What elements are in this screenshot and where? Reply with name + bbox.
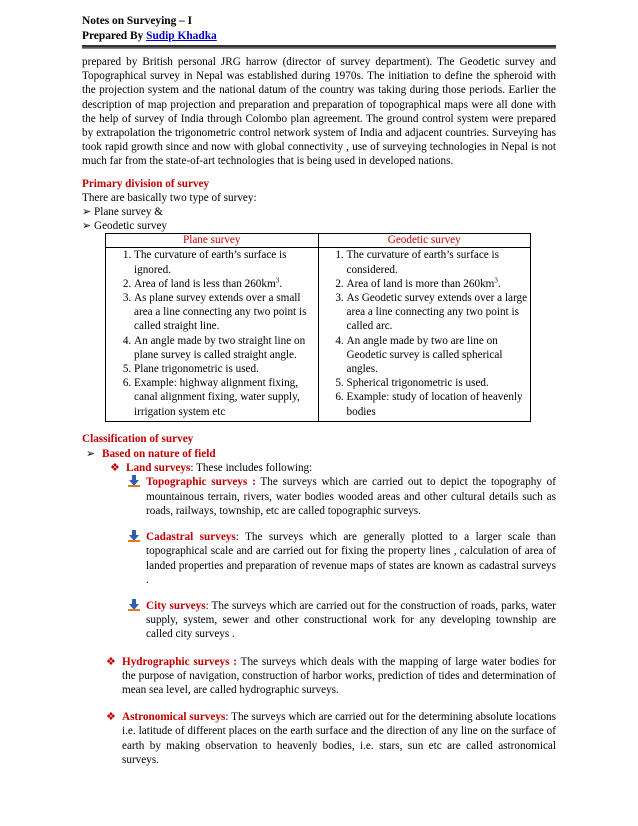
plane-survey-cell (106, 248, 319, 421)
list-item: 5. Plane trigonometric is used. (134, 362, 316, 376)
arrow-down-bullet-icon (128, 530, 146, 587)
list-item: 4. An angle made by two straight line on plane survey is called straight angle. (134, 334, 316, 362)
list-item: City surveys: The surveys which are carried out for the construction of roads, parks, water supply, system, sewer and other constructional work for any developing township are called city surveys . (128, 599, 556, 642)
list-item: 3. As plane survey extends over a small area a line connecting any two point is called straight line. (134, 291, 316, 334)
primary-lead: There are basically two type of survey: (82, 191, 257, 204)
arrow-bullet-icon: ➢ (86, 448, 96, 461)
header-author-line: Prepared By Sudip Khadka (82, 30, 217, 42)
list-item: ➢ Based on nature of field (86, 448, 216, 461)
intro-paragraph: prepared by British personal JRG harrow (director of survey department). The Geodetic survey and Topographical survey in Nepal was established during 1970s. The initiation to define the spheroid with the projection system and the national datum of the country was taking during those periods. Earlier the description of map projection and preparation and preparation of topographical maps were all done with the help of survey of India through Colombo plan agreement. The ground control system were prepared by extrapolation the trigonometric control network system of India and adjacent countries. Surveying has took rapid growth since and now with global connectivity , use of surveying technologies in Nepal is not much far from the state-of-art technologies that is being used in developed nations. (82, 56, 556, 168)
classification-section (82, 432, 556, 767)
arrow-bullet-icon: ➢ (82, 206, 92, 219)
list-item: ➢ Geodetic survey (82, 220, 168, 233)
list-item: 6. Example: highway alignment fixing, canal alignment fixing, water supply, irrigation system etc (134, 376, 316, 419)
primary-heading: Primary division of survey (82, 177, 210, 190)
header-title: Notes on Surveying – I (82, 15, 193, 27)
arrow-bullet-icon: ➢ (82, 220, 92, 233)
list-item: 3. As Geodetic survey extends over a large area a line connecting any two point is called arc. (347, 291, 529, 334)
comparison-table (105, 233, 531, 421)
list-item: ➢ Plane survey & (82, 206, 163, 219)
geodetic-survey-header: Geodetic survey (318, 234, 531, 248)
list-item: 1. The curvature of earth’s surface is ignored. (134, 248, 316, 276)
list-item: 2. Area of land is less than $260km^3$. (134, 277, 316, 291)
list-item: ❖ Astronomical surveys: The surveys which are carried out for the determining absolute locations i.e. latitude of different places on the earth surface and the direction of any line on the surface of earth by making observation to heavenly bodies, i.e. stars, sun etc are called astronomical surveys. (106, 711, 557, 766)
page-header (82, 14, 556, 44)
arrow-down-bullet-icon (128, 599, 146, 642)
document-page (82, 14, 556, 767)
diamond-bullet-icon: ❖ (106, 711, 117, 724)
classification-heading: Classification of survey (82, 432, 194, 445)
diamond-bullet-icon: ❖ (106, 655, 117, 668)
arrow-down-bullet-icon (128, 475, 146, 518)
header-rule (82, 45, 556, 49)
plane-survey-header: Plane survey (106, 234, 319, 248)
list-item: 2. Area of land is more than $260km^3$. (347, 277, 529, 291)
geodetic-survey-cell (318, 248, 531, 421)
list-item: 5. Spherical trigonometric is used. (347, 376, 529, 390)
list-item: ❖ Land surveys: These includes following: (110, 462, 313, 475)
list-item: 4. An angle made by two are line on Geodetic survey is called spherical angles. (347, 334, 529, 377)
list-item: 6. Example: study of location of heavenly bodies (347, 390, 529, 418)
list-item: Cadastral surveys: The surveys which are generally plotted to a larger scale than topographical scale and are carried out for fixing the property lines , calculation of area of landed properties and preparation of revenue maps of states are known as cadastral surveys . (128, 530, 556, 587)
diamond-bullet-icon: ❖ (110, 462, 121, 475)
primary-division-section (82, 177, 556, 234)
list-item: Topographic surveys : The surveys which are carried out to depict the topography of mountainous terrain, rivers, water bodies wooded areas and other cultural details such as roads, railways, township, etc are called topographic surveys. (128, 475, 556, 518)
list-item: 1. The curvature of earth’s surface is considered. (347, 248, 529, 276)
list-item: ❖ Hydrographic surveys : The surveys which deals with the mapping of large water bodies for the purpose of navigation, construction of harbor works, prediction of tides and determination of mean sea level, are called hydrographic surveys. (106, 655, 556, 696)
author-link[interactable]: Sudip Khadka (146, 30, 217, 42)
